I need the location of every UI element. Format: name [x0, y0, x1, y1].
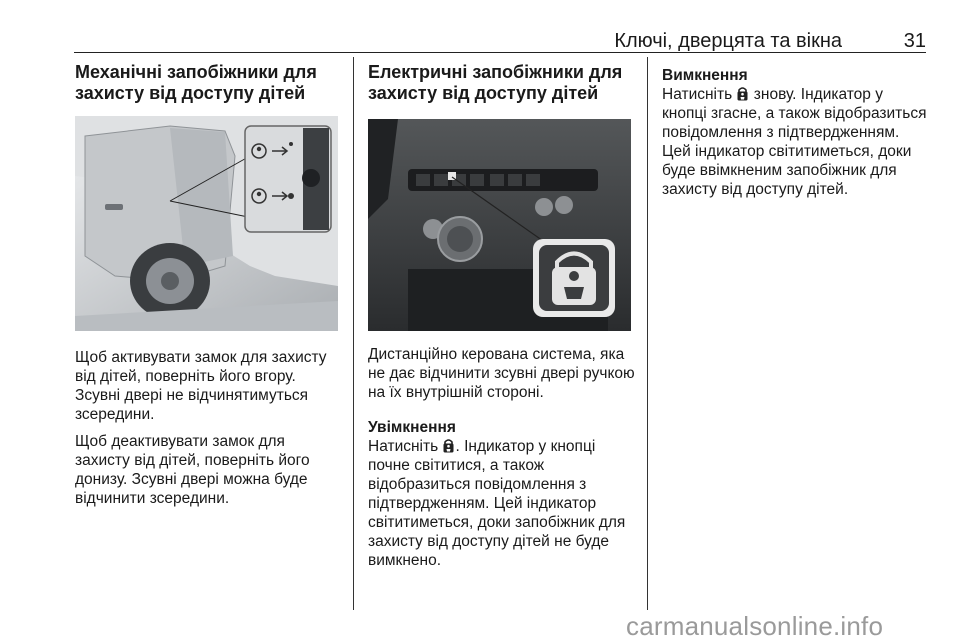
- child-lock-icon: [442, 437, 455, 453]
- dashboard-child-lock-figure: [368, 119, 631, 331]
- paragraph-activate: Щоб активувати замок для захисту від дітей, поверніть його вгору. Зсувні двері не відчинятимуться зсередини.: [75, 349, 327, 423]
- paragraph-off: [662, 85, 930, 199]
- watermark: carmanualsonline.info: [626, 611, 884, 641]
- child-lock-icon: [736, 85, 749, 101]
- column-electric-lock: [368, 62, 636, 578]
- page-number: 31: [903, 30, 926, 52]
- subheading-off: Вимкнення: [662, 67, 748, 84]
- paragraph-off-rest: знову. Індикатор у кнопці згасне, а також відобразиться повідомлення з підтвердженням. Цей індикатор світитиметься, доки буде ввімкненим запобіжник для захисту від доступу дітей.: [662, 86, 927, 198]
- column-mechanical-lock: [75, 62, 340, 516]
- column-divider: [353, 57, 354, 610]
- paragraph-on: [368, 437, 636, 570]
- paragraph-off-lead: Натисніть: [662, 86, 733, 103]
- sliding-door-child-lock-icon: [75, 116, 338, 331]
- sliding-door-child-lock-figure: [75, 116, 338, 331]
- header-rule: [74, 52, 926, 53]
- column-off: [662, 62, 930, 207]
- subheading-on: Увімкнення: [368, 419, 456, 436]
- header-title: Ключі, дверцята та вікна: [614, 30, 842, 52]
- section-heading-electric: Електричні запобіжники для захисту від доступу дітей: [368, 62, 623, 103]
- paragraph-electric-intro: Дистанційно керована система, яка не дає відчинити зсувні двері ручкою на їх внутрішній стороні.: [368, 346, 635, 401]
- paragraph-on-lead: Натисніть: [368, 438, 439, 455]
- section-heading-mechanical: Механічні запобіжники для захисту від доступу дітей: [75, 62, 317, 103]
- paragraph-on-rest: . Індикатор у кнопці почне світитися, а також відобразиться повідомлення з підтвердженням. Цей індикатор світитиметься, доки запобіжник для захисту від доступу дітей не буде вимкнено.: [368, 438, 626, 569]
- page-header: [74, 30, 926, 52]
- column-divider: [647, 57, 648, 610]
- paragraph-deactivate: Щоб деактивувати замок для захисту від дітей, поверніть його донизу. Зсувні двері можна буде відчинити зсередини.: [75, 433, 310, 507]
- dashboard-child-lock-button-icon: [368, 119, 631, 331]
